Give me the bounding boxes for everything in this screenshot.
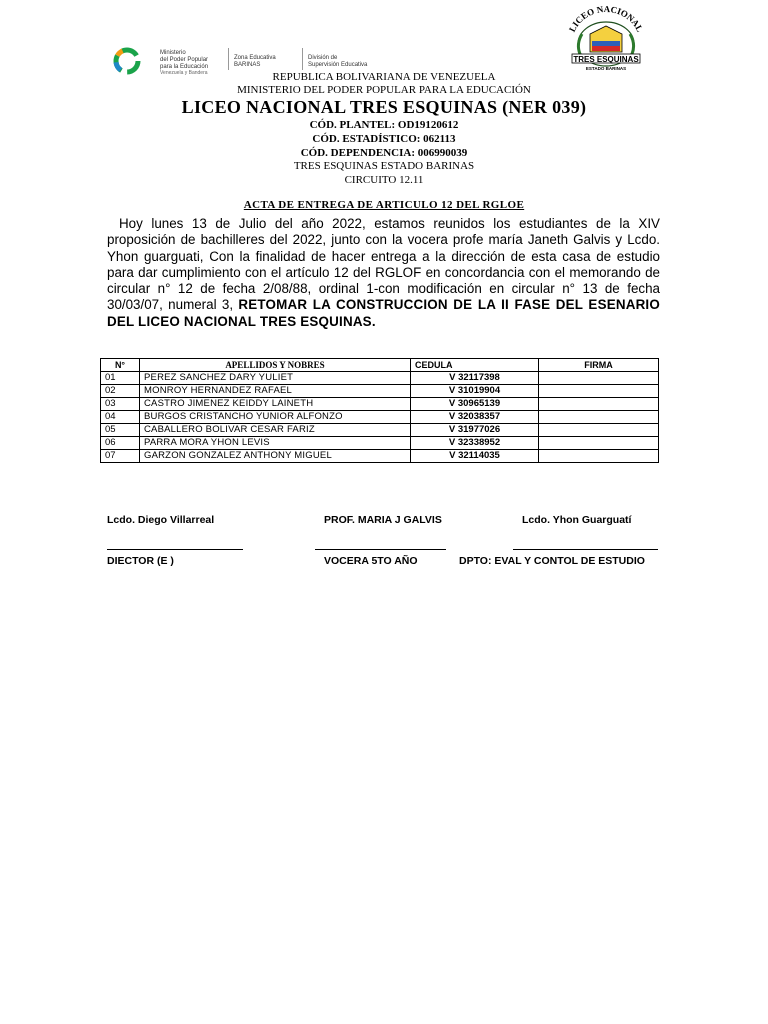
table-row (101, 385, 659, 398)
signature-name-dpto: Lcdo. Yhon Guarguatí (522, 514, 632, 526)
row-num: 01 (101, 372, 140, 385)
signature-role-vocera: VOCERA 5TO AÑO (324, 555, 418, 567)
logo-divider (302, 48, 303, 70)
row-firma (539, 398, 659, 411)
header-cedula: CEDULA (411, 359, 539, 372)
row-cedula: V 32038357 (411, 411, 539, 424)
row-num: 06 (101, 437, 140, 450)
row-firma (539, 437, 659, 450)
school-seal-icon (558, 6, 654, 72)
republic-heading: REPUBLICA BOLIVARIANA DE VENEZUELA (272, 71, 496, 83)
signature-role-dpto: DPTO: EVAL Y CONTOL DE ESTUDIO (459, 555, 645, 567)
row-name: CABALLERO BOLIVAR CESAR FARIZ (140, 424, 411, 437)
seal-top-text: LICEO NACIONAL (566, 6, 646, 34)
zone-text: Zona Educativa BARINAS (234, 55, 276, 68)
ministry-logo-text: Ministerio del Poder Popular para la Educación (160, 50, 209, 70)
row-firma (539, 411, 659, 424)
table-row (101, 372, 659, 385)
students-table (100, 358, 659, 463)
row-num: 05 (101, 424, 140, 437)
row-num: 03 (101, 398, 140, 411)
signature-name-director: Lcdo. Diego Villarreal (107, 514, 215, 526)
row-cedula: V 32117398 (411, 372, 539, 385)
ministry-heading: MINISTERIO DEL PODER POPULAR PARA LA EDUCACIÓN (237, 84, 531, 96)
school-name: LICEO NACIONAL TRES ESQUINAS (NER 039) (181, 97, 587, 117)
seal-banner-text: TRES ESQUINAS (573, 55, 639, 64)
row-firma (539, 424, 659, 437)
row-name: MONROY HERNANDEZ RAFAEL (140, 385, 411, 398)
row-cedula: V 32338952 (411, 437, 539, 450)
row-num: 07 (101, 450, 140, 463)
row-cedula: V 31977026 (411, 424, 539, 437)
signature-line-dpto (513, 549, 658, 550)
signature-role-director: DIECTOR (E ) (107, 555, 174, 567)
header-name: APELLIDOS Y NOBRES (140, 359, 411, 372)
row-name: CASTRO JIMENEZ KEIDDY LAINETH (140, 398, 411, 411)
seal-bottom-text: ESTADO BARINAS (585, 66, 627, 71)
logo-divider (228, 48, 229, 70)
row-name: BURGOS CRISTANCHO YUNIOR ALFONZO (140, 411, 411, 424)
table-header-row (101, 359, 659, 372)
paragraph-bold-text: RETOMAR LA CONSTRUCCION DE LA II FASE DEL ESENARIO DEL LICEO NACIONAL TRES ESQUINAS. (107, 297, 660, 329)
row-name: GARZON GONZALEZ ANTHONY MIGUEL (140, 450, 411, 463)
header-num: N° (101, 359, 140, 372)
row-firma (539, 450, 659, 463)
row-firma (539, 385, 659, 398)
document-title: ACTA DE ENTREGA DE ARTICULO 12 DEL RGLOE (243, 199, 525, 211)
table-row (101, 411, 659, 424)
location: TRES ESQUINAS ESTADO BARINAS (293, 160, 475, 172)
row-name: PEREZ SANCHEZ DARY YULIET (140, 372, 411, 385)
ministry-logo-tagline: Venezuela y Bandera (160, 70, 208, 76)
header-firma: FIRMA (539, 359, 659, 372)
row-name: PARRA MORA YHON LEVIS (140, 437, 411, 450)
signature-line-director (107, 549, 243, 550)
division-text: División de Supervisión Educativa (308, 55, 368, 68)
row-cedula: V 32114035 (411, 450, 539, 463)
table-row (101, 398, 659, 411)
cod-dependencia: CÓD. DEPENDENCIA: 006990039 (300, 147, 468, 159)
signature-line-vocera (315, 549, 446, 550)
circuit: CIRCUITO 12.11 (344, 174, 424, 186)
table-row (101, 424, 659, 437)
signature-name-vocera: PROF. MARIA J GALVIS (324, 514, 442, 526)
row-num: 02 (101, 385, 140, 398)
table-row (101, 437, 659, 450)
school-seal (558, 6, 654, 72)
paragraph-text: Hoy lunes 13 de Julio del año 2022, estamos reunidos los estudiantes de la XIV proposición de bachilleres del 2022, junto con la vocera profe maría Janeth Galvis y Lcdo. Yhon guarguati, Con la finalidad de hacer entrega a la dirección de esta casa de estudio para dar cumplimiento con el artículo 12 del RGLOF en concordancia con el memorando de circular n° 12 de fecha 2/08/88, ordinal 1-con modificación en circular n° 13 de fecha 30/03/07, numeral 3, (107, 216, 660, 313)
cod-plantel: CÓD. PLANTEL: OD19120612 (309, 119, 459, 131)
row-firma (539, 372, 659, 385)
row-cedula: V 31019904 (411, 385, 539, 398)
table-row (101, 450, 659, 463)
row-cedula: V 30965139 (411, 398, 539, 411)
row-num: 04 (101, 411, 140, 424)
cod-estadistico: CÓD. ESTADÍSTICO: 062113 (312, 133, 456, 145)
body-paragraph (107, 216, 660, 330)
